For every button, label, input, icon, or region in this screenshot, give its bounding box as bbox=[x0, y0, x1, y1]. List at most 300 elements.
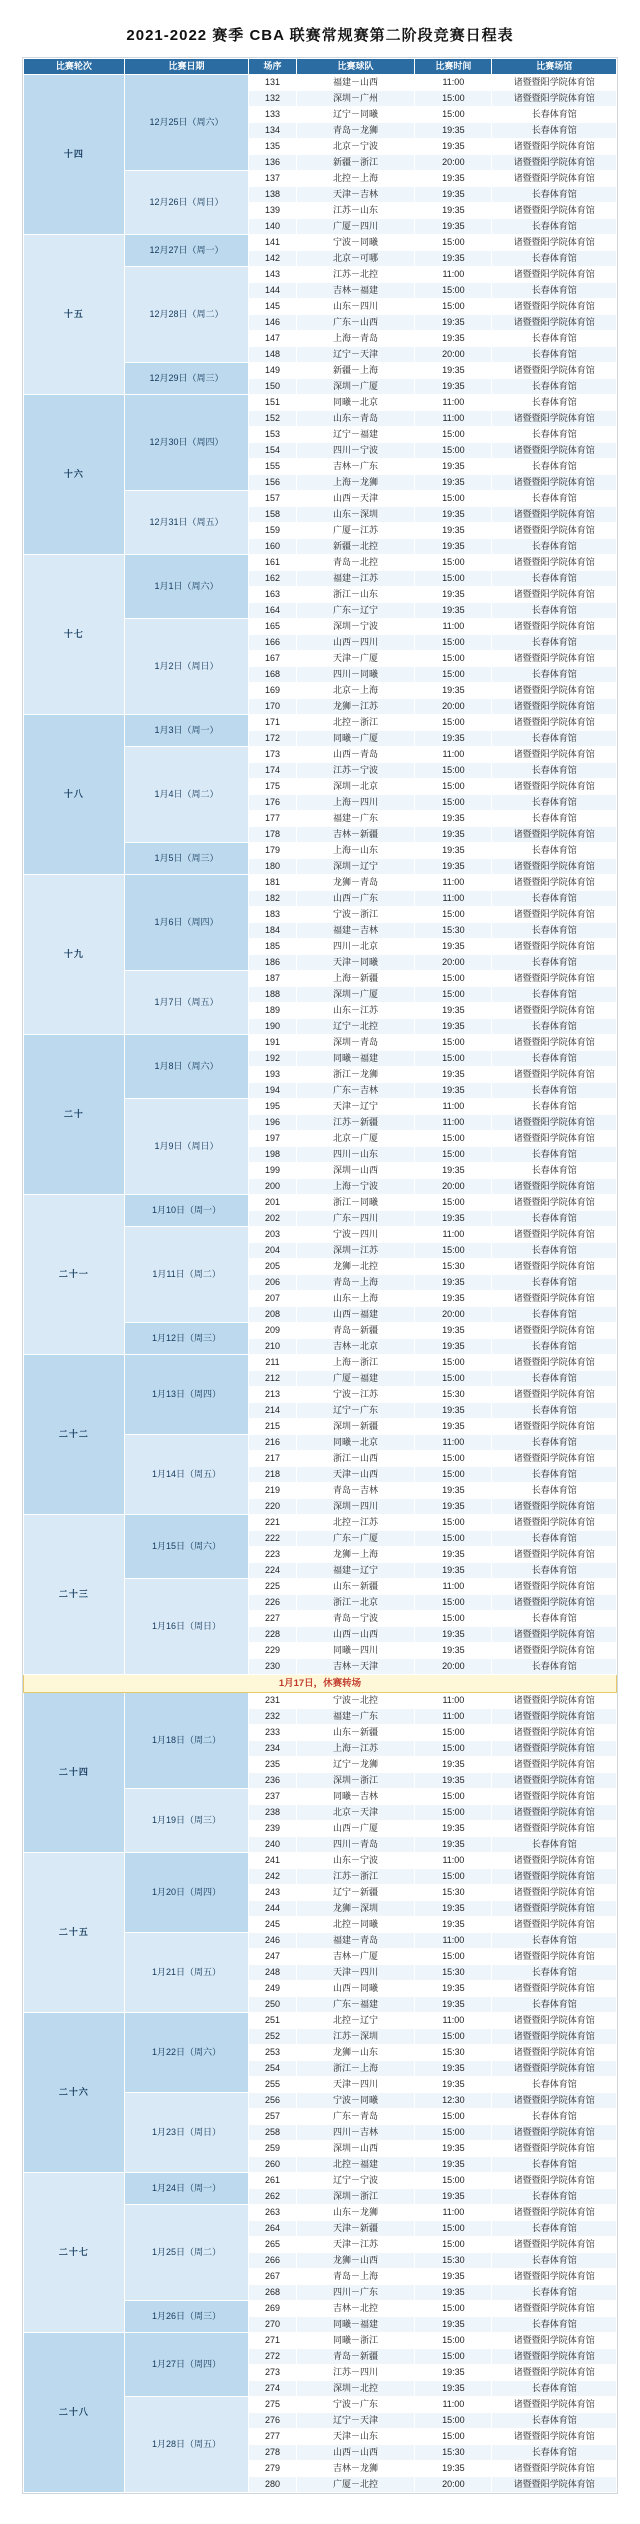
game-no-cell: 135 bbox=[249, 139, 296, 155]
round-cell: 十六 bbox=[24, 395, 125, 555]
venue-cell: 长春体育馆 bbox=[492, 1403, 617, 1419]
teams-cell: 新疆－北控 bbox=[296, 539, 415, 555]
venue-cell: 诸暨暨阳学院体育馆 bbox=[492, 1387, 617, 1403]
teams-cell: 广东－辽宁 bbox=[296, 603, 415, 619]
game-no-cell: 246 bbox=[249, 1933, 296, 1949]
venue-cell: 诸暨暨阳学院体育馆 bbox=[492, 2333, 617, 2349]
venue-cell: 长春体育馆 bbox=[492, 379, 617, 395]
teams-cell: 上海－四川 bbox=[296, 795, 415, 811]
game-no-cell: 269 bbox=[249, 2301, 296, 2317]
venue-cell: 长春体育馆 bbox=[492, 1147, 617, 1163]
time-cell: 19:35 bbox=[415, 1901, 492, 1917]
date-cell: 1月5日（周三） bbox=[124, 843, 249, 875]
venue-cell: 诸暨暨阳学院体育馆 bbox=[492, 1195, 617, 1211]
game-no-cell: 177 bbox=[249, 811, 296, 827]
teams-cell: 北京－上海 bbox=[296, 683, 415, 699]
game-no-cell: 174 bbox=[249, 763, 296, 779]
game-no-cell: 184 bbox=[249, 923, 296, 939]
teams-cell: 龙狮－山西 bbox=[296, 2253, 415, 2269]
teams-cell: 吉林－北控 bbox=[296, 2301, 415, 2317]
round-cell: 二十七 bbox=[24, 2173, 125, 2333]
game-no-cell: 237 bbox=[249, 1789, 296, 1805]
venue-cell: 长春体育馆 bbox=[492, 2077, 617, 2093]
time-cell: 19:35 bbox=[415, 1981, 492, 1997]
time-cell: 15:00 bbox=[415, 1805, 492, 1821]
venue-cell: 诸暨暨阳学院体育馆 bbox=[492, 1885, 617, 1901]
time-cell: 19:35 bbox=[415, 1773, 492, 1789]
teams-cell: 宁波－广东 bbox=[296, 2397, 415, 2413]
venue-cell: 诸暨暨阳学院体育馆 bbox=[492, 1821, 617, 1837]
game-no-cell: 219 bbox=[249, 1483, 296, 1499]
game-no-cell: 163 bbox=[249, 587, 296, 603]
round-cell: 十四 bbox=[24, 75, 125, 235]
rest-day-row bbox=[24, 1675, 617, 1693]
round-cell: 二十五 bbox=[24, 1853, 125, 2013]
date-cell: 1月1日（周六） bbox=[124, 555, 249, 619]
time-cell: 15:00 bbox=[415, 1051, 492, 1067]
teams-cell: 宁波－浙江 bbox=[296, 907, 415, 923]
teams-cell: 北控－同曦 bbox=[296, 1917, 415, 1933]
time-cell: 19:35 bbox=[415, 219, 492, 235]
venue-cell: 诸暨暨阳学院体育馆 bbox=[492, 1259, 617, 1275]
time-cell: 15:00 bbox=[415, 651, 492, 667]
teams-cell: 福建－辽宁 bbox=[296, 1563, 415, 1579]
teams-cell: 上海－新疆 bbox=[296, 971, 415, 987]
teams-cell: 山西－山西 bbox=[296, 1627, 415, 1643]
venue-cell: 诸暨暨阳学院体育馆 bbox=[492, 2173, 617, 2189]
teams-cell: 吉林－北京 bbox=[296, 1339, 415, 1355]
teams-cell: 辽宁－天津 bbox=[296, 347, 415, 363]
time-cell: 19:35 bbox=[415, 123, 492, 139]
teams-cell: 吉林－广东 bbox=[296, 459, 415, 475]
venue-cell: 长春体育馆 bbox=[492, 1483, 617, 1499]
time-cell: 19:35 bbox=[415, 939, 492, 955]
time-cell: 19:35 bbox=[415, 523, 492, 539]
teams-cell: 青岛－新疆 bbox=[296, 2349, 415, 2365]
time-cell: 19:35 bbox=[415, 1323, 492, 1339]
venue-cell: 诸暨暨阳学院体育馆 bbox=[492, 507, 617, 523]
game-no-cell: 165 bbox=[249, 619, 296, 635]
venue-cell: 诸暨暨阳学院体育馆 bbox=[492, 2125, 617, 2141]
time-cell: 20:00 bbox=[415, 347, 492, 363]
game-no-cell: 147 bbox=[249, 331, 296, 347]
time-cell: 19:35 bbox=[415, 1067, 492, 1083]
time-cell: 20:00 bbox=[415, 1179, 492, 1195]
teams-cell: 江苏－新疆 bbox=[296, 1115, 415, 1131]
teams-cell: 新疆－上海 bbox=[296, 363, 415, 379]
round-cell: 十八 bbox=[24, 715, 125, 875]
time-cell: 11:00 bbox=[415, 1709, 492, 1725]
table-body bbox=[24, 75, 617, 2493]
teams-cell: 天津－广厦 bbox=[296, 651, 415, 667]
date-cell: 12月26日（周日） bbox=[124, 171, 249, 235]
teams-cell: 深圳－四川 bbox=[296, 1499, 415, 1515]
venue-cell: 长春体育馆 bbox=[492, 1019, 617, 1035]
teams-cell: 上海－浙江 bbox=[296, 1355, 415, 1371]
venue-cell: 长春体育馆 bbox=[492, 2381, 617, 2397]
time-cell: 15:00 bbox=[415, 1789, 492, 1805]
venue-cell: 诸暨暨阳学院体育馆 bbox=[492, 2141, 617, 2157]
venue-cell: 诸暨暨阳学院体育馆 bbox=[492, 1003, 617, 1019]
venue-cell: 诸暨暨阳学院体育馆 bbox=[492, 1323, 617, 1339]
venue-cell: 诸暨暨阳学院体育馆 bbox=[492, 1709, 617, 1725]
time-cell: 19:35 bbox=[415, 683, 492, 699]
game-no-cell: 175 bbox=[249, 779, 296, 795]
time-cell: 19:35 bbox=[415, 859, 492, 875]
teams-cell: 山西－天津 bbox=[296, 491, 415, 507]
time-cell: 19:35 bbox=[415, 1997, 492, 2013]
venue-cell: 长春体育馆 bbox=[492, 459, 617, 475]
schedule-table bbox=[23, 58, 617, 2493]
venue-cell: 长春体育馆 bbox=[492, 2109, 617, 2125]
time-cell: 15:00 bbox=[415, 1147, 492, 1163]
venue-cell: 长春体育馆 bbox=[492, 2285, 617, 2301]
game-no-cell: 161 bbox=[249, 555, 296, 571]
game-no-cell: 143 bbox=[249, 267, 296, 283]
date-cell: 1月14日（周五） bbox=[124, 1435, 249, 1515]
table-row bbox=[24, 555, 617, 571]
venue-cell: 诸暨暨阳学院体育馆 bbox=[492, 155, 617, 171]
venue-cell: 长春体育馆 bbox=[492, 2317, 617, 2333]
game-no-cell: 178 bbox=[249, 827, 296, 843]
venue-cell: 长春体育馆 bbox=[492, 283, 617, 299]
time-cell: 15:00 bbox=[415, 235, 492, 251]
game-no-cell: 251 bbox=[249, 2013, 296, 2029]
venue-cell: 长春体育馆 bbox=[492, 1099, 617, 1115]
time-cell: 19:35 bbox=[415, 827, 492, 843]
game-no-cell: 187 bbox=[249, 971, 296, 987]
time-cell: 19:35 bbox=[415, 2189, 492, 2205]
time-cell: 20:00 bbox=[415, 1307, 492, 1323]
teams-cell: 深圳－广厦 bbox=[296, 379, 415, 395]
game-no-cell: 188 bbox=[249, 987, 296, 1003]
game-no-cell: 170 bbox=[249, 699, 296, 715]
round-cell: 二十二 bbox=[24, 1355, 125, 1515]
game-no-cell: 225 bbox=[249, 1579, 296, 1595]
game-no-cell: 239 bbox=[249, 1821, 296, 1837]
game-no-cell: 159 bbox=[249, 523, 296, 539]
game-no-cell: 253 bbox=[249, 2045, 296, 2061]
time-cell: 20:00 bbox=[415, 1659, 492, 1675]
game-no-cell: 176 bbox=[249, 795, 296, 811]
teams-cell: 青岛－宁波 bbox=[296, 1611, 415, 1627]
teams-cell: 天津－山西 bbox=[296, 1467, 415, 1483]
date-cell: 1月16日（周日） bbox=[124, 1579, 249, 1675]
venue-cell: 诸暨暨阳学院体育馆 bbox=[492, 859, 617, 875]
time-cell: 15:00 bbox=[415, 2349, 492, 2365]
game-no-cell: 279 bbox=[249, 2461, 296, 2477]
time-cell: 19:35 bbox=[415, 731, 492, 747]
date-cell: 1月4日（周二） bbox=[124, 747, 249, 843]
game-no-cell: 277 bbox=[249, 2429, 296, 2445]
teams-cell: 山东－龙狮 bbox=[296, 2205, 415, 2221]
game-no-cell: 273 bbox=[249, 2365, 296, 2381]
date-cell: 1月13日（周四） bbox=[124, 1355, 249, 1435]
col-time: 比赛时间 bbox=[415, 59, 492, 75]
game-no-cell: 190 bbox=[249, 1019, 296, 1035]
venue-cell: 长春体育馆 bbox=[492, 107, 617, 123]
round-cell: 二十 bbox=[24, 1035, 125, 1195]
venue-cell: 诸暨暨阳学院体育馆 bbox=[492, 2061, 617, 2077]
venue-cell: 长春体育馆 bbox=[492, 1371, 617, 1387]
round-cell: 二十三 bbox=[24, 1515, 125, 1675]
venue-cell: 长春体育馆 bbox=[492, 1243, 617, 1259]
venue-cell: 长春体育馆 bbox=[492, 1965, 617, 1981]
time-cell: 15:00 bbox=[415, 907, 492, 923]
game-no-cell: 257 bbox=[249, 2109, 296, 2125]
time-cell: 15:00 bbox=[415, 715, 492, 731]
time-cell: 19:35 bbox=[415, 187, 492, 203]
time-cell: 15:00 bbox=[415, 1949, 492, 1965]
venue-cell: 诸暨暨阳学院体育馆 bbox=[492, 1115, 617, 1131]
game-no-cell: 276 bbox=[249, 2413, 296, 2429]
date-cell: 1月25日（周二） bbox=[124, 2205, 249, 2301]
time-cell: 15:00 bbox=[415, 2333, 492, 2349]
venue-cell: 长春体育馆 bbox=[492, 2445, 617, 2461]
game-no-cell: 200 bbox=[249, 1179, 296, 1195]
venue-cell: 长春体育馆 bbox=[492, 1435, 617, 1451]
rest-day-label: 1月17日，休赛转场 bbox=[24, 1675, 617, 1693]
teams-cell: 山东－上海 bbox=[296, 1291, 415, 1307]
venue-cell: 长春体育馆 bbox=[492, 1997, 617, 2013]
teams-cell: 同曦－北京 bbox=[296, 395, 415, 411]
time-cell: 15:30 bbox=[415, 1965, 492, 1981]
game-no-cell: 134 bbox=[249, 123, 296, 139]
table-row bbox=[24, 1035, 617, 1051]
venue-cell: 长春体育馆 bbox=[492, 491, 617, 507]
game-no-cell: 227 bbox=[249, 1611, 296, 1627]
teams-cell: 上海－江苏 bbox=[296, 1741, 415, 1757]
teams-cell: 四川－广东 bbox=[296, 2285, 415, 2301]
teams-cell: 天津－辽宁 bbox=[296, 1099, 415, 1115]
venue-cell: 诸暨暨阳学院体育馆 bbox=[492, 2365, 617, 2381]
teams-cell: 福建－广东 bbox=[296, 1709, 415, 1725]
date-cell: 12月29日（周三） bbox=[124, 363, 249, 395]
teams-cell: 北京－广厦 bbox=[296, 1131, 415, 1147]
venue-cell: 长春体育馆 bbox=[492, 731, 617, 747]
time-cell: 15:00 bbox=[415, 1243, 492, 1259]
venue-cell: 长春体育馆 bbox=[492, 2189, 617, 2205]
venue-cell: 诸暨暨阳学院体育馆 bbox=[492, 1643, 617, 1659]
teams-cell: 青岛－龙狮 bbox=[296, 123, 415, 139]
game-no-cell: 183 bbox=[249, 907, 296, 923]
teams-cell: 天津－新疆 bbox=[296, 2221, 415, 2237]
teams-cell: 同曦－广厦 bbox=[296, 731, 415, 747]
game-no-cell: 156 bbox=[249, 475, 296, 491]
teams-cell: 上海－龙狮 bbox=[296, 475, 415, 491]
col-teams: 比赛球队 bbox=[296, 59, 415, 75]
time-cell: 19:35 bbox=[415, 331, 492, 347]
time-cell: 19:35 bbox=[415, 1627, 492, 1643]
venue-cell: 长春体育馆 bbox=[492, 539, 617, 555]
teams-cell: 广东－四川 bbox=[296, 1211, 415, 1227]
time-cell: 15:00 bbox=[415, 2029, 492, 2045]
teams-cell: 山东－四川 bbox=[296, 299, 415, 315]
game-no-cell: 255 bbox=[249, 2077, 296, 2093]
schedule-table-wrapper bbox=[22, 57, 618, 2494]
venue-cell: 长春体育馆 bbox=[492, 1837, 617, 1853]
game-no-cell: 197 bbox=[249, 1131, 296, 1147]
teams-cell: 深圳－新疆 bbox=[296, 1419, 415, 1435]
venue-cell: 长春体育馆 bbox=[492, 219, 617, 235]
teams-cell: 吉林－天津 bbox=[296, 1659, 415, 1675]
time-cell: 11:00 bbox=[415, 1435, 492, 1451]
teams-cell: 天津－江苏 bbox=[296, 2237, 415, 2253]
table-row bbox=[24, 1853, 617, 1869]
venue-cell: 诸暨暨阳学院体育馆 bbox=[492, 1741, 617, 1757]
teams-cell: 江苏－浙江 bbox=[296, 1869, 415, 1885]
teams-cell: 江苏－山东 bbox=[296, 203, 415, 219]
venue-cell: 长春体育馆 bbox=[492, 891, 617, 907]
venue-cell: 诸暨暨阳学院体育馆 bbox=[492, 2429, 617, 2445]
game-no-cell: 210 bbox=[249, 1339, 296, 1355]
teams-cell: 广东－青岛 bbox=[296, 2109, 415, 2125]
game-no-cell: 189 bbox=[249, 1003, 296, 1019]
venue-cell: 长春体育馆 bbox=[492, 2157, 617, 2173]
game-no-cell: 236 bbox=[249, 1773, 296, 1789]
venue-cell: 长春体育馆 bbox=[492, 1339, 617, 1355]
game-no-cell: 181 bbox=[249, 875, 296, 891]
venue-cell: 长春体育馆 bbox=[492, 395, 617, 411]
round-cell: 十七 bbox=[24, 555, 125, 715]
time-cell: 15:00 bbox=[415, 1595, 492, 1611]
teams-cell: 北京－可哪 bbox=[296, 251, 415, 267]
time-cell: 11:00 bbox=[415, 1115, 492, 1131]
game-no-cell: 278 bbox=[249, 2445, 296, 2461]
game-no-cell: 268 bbox=[249, 2285, 296, 2301]
teams-cell: 四川－同曦 bbox=[296, 667, 415, 683]
game-no-cell: 247 bbox=[249, 1949, 296, 1965]
venue-cell: 长春体育馆 bbox=[492, 667, 617, 683]
teams-cell: 同曦－吉林 bbox=[296, 1789, 415, 1805]
teams-cell: 山东－深圳 bbox=[296, 507, 415, 523]
game-no-cell: 153 bbox=[249, 427, 296, 443]
teams-cell: 深圳－北京 bbox=[296, 779, 415, 795]
game-no-cell: 232 bbox=[249, 1709, 296, 1725]
teams-cell: 深圳－山西 bbox=[296, 1163, 415, 1179]
teams-cell: 福建－吉林 bbox=[296, 923, 415, 939]
time-cell: 19:35 bbox=[415, 1563, 492, 1579]
teams-cell: 龙狮－青岛 bbox=[296, 875, 415, 891]
venue-cell: 长春体育馆 bbox=[492, 795, 617, 811]
teams-cell: 吉林－龙狮 bbox=[296, 2461, 415, 2477]
date-cell: 12月27日（周一） bbox=[124, 235, 249, 267]
game-no-cell: 137 bbox=[249, 171, 296, 187]
venue-cell: 长春体育馆 bbox=[492, 763, 617, 779]
game-no-cell: 270 bbox=[249, 2317, 296, 2333]
date-cell: 1月3日（周一） bbox=[124, 715, 249, 747]
time-cell: 12:30 bbox=[415, 2093, 492, 2109]
time-cell: 19:35 bbox=[415, 171, 492, 187]
venue-cell: 诸暨暨阳学院体育馆 bbox=[492, 75, 617, 91]
table-row bbox=[24, 2333, 617, 2349]
time-cell: 19:35 bbox=[415, 2317, 492, 2333]
time-cell: 15:00 bbox=[415, 299, 492, 315]
time-cell: 15:00 bbox=[415, 971, 492, 987]
teams-cell: 天津－四川 bbox=[296, 1965, 415, 1981]
time-cell: 15:00 bbox=[415, 763, 492, 779]
teams-cell: 江苏－四川 bbox=[296, 2365, 415, 2381]
game-no-cell: 264 bbox=[249, 2221, 296, 2237]
date-cell: 1月10日（周一） bbox=[124, 1195, 249, 1227]
venue-cell: 诸暨暨阳学院体育馆 bbox=[492, 443, 617, 459]
teams-cell: 青岛－北控 bbox=[296, 555, 415, 571]
teams-cell: 浙江－山东 bbox=[296, 587, 415, 603]
time-cell: 11:00 bbox=[415, 1227, 492, 1243]
teams-cell: 北京－宁波 bbox=[296, 139, 415, 155]
teams-cell: 深圳－北控 bbox=[296, 2381, 415, 2397]
time-cell: 15:30 bbox=[415, 1259, 492, 1275]
time-cell: 11:00 bbox=[415, 395, 492, 411]
time-cell: 19:35 bbox=[415, 1483, 492, 1499]
teams-cell: 江苏－北控 bbox=[296, 267, 415, 283]
game-no-cell: 256 bbox=[249, 2093, 296, 2109]
game-no-cell: 254 bbox=[249, 2061, 296, 2077]
venue-cell: 长春体育馆 bbox=[492, 1467, 617, 1483]
time-cell: 19:35 bbox=[415, 507, 492, 523]
teams-cell: 江苏－宁波 bbox=[296, 763, 415, 779]
game-no-cell: 221 bbox=[249, 1515, 296, 1531]
date-cell: 1月18日（周二） bbox=[124, 1693, 249, 1789]
teams-cell: 吉林－广厦 bbox=[296, 1949, 415, 1965]
table-row bbox=[24, 2013, 617, 2029]
teams-cell: 宁波－北控 bbox=[296, 1693, 415, 1709]
teams-cell: 吉林－福建 bbox=[296, 283, 415, 299]
time-cell: 15:30 bbox=[415, 2253, 492, 2269]
time-cell: 15:00 bbox=[415, 283, 492, 299]
venue-cell: 诸暨暨阳学院体育馆 bbox=[492, 1805, 617, 1821]
game-no-cell: 142 bbox=[249, 251, 296, 267]
venue-cell: 诸暨暨阳学院体育馆 bbox=[492, 907, 617, 923]
venue-cell: 长春体育馆 bbox=[492, 843, 617, 859]
time-cell: 19:35 bbox=[415, 2365, 492, 2381]
venue-cell: 诸暨暨阳学院体育馆 bbox=[492, 1627, 617, 1643]
venue-cell: 诸暨暨阳学院体育馆 bbox=[492, 315, 617, 331]
venue-cell: 长春体育馆 bbox=[492, 955, 617, 971]
teams-cell: 深圳－青岛 bbox=[296, 1035, 415, 1051]
game-no-cell: 206 bbox=[249, 1275, 296, 1291]
time-cell: 11:00 bbox=[415, 1853, 492, 1869]
time-cell: 15:00 bbox=[415, 443, 492, 459]
teams-cell: 广东－吉林 bbox=[296, 1083, 415, 1099]
round-cell: 二十六 bbox=[24, 2013, 125, 2173]
venue-cell: 长春体育馆 bbox=[492, 923, 617, 939]
venue-cell: 长春体育馆 bbox=[492, 1933, 617, 1949]
game-no-cell: 179 bbox=[249, 843, 296, 859]
col-no: 场序 bbox=[249, 59, 296, 75]
time-cell: 15:00 bbox=[415, 1741, 492, 1757]
teams-cell: 山西－四川 bbox=[296, 635, 415, 651]
teams-cell: 北控－浙江 bbox=[296, 715, 415, 731]
teams-cell: 江苏－深圳 bbox=[296, 2029, 415, 2045]
game-no-cell: 158 bbox=[249, 507, 296, 523]
col-round: 比赛轮次 bbox=[24, 59, 125, 75]
teams-cell: 深圳－江苏 bbox=[296, 1243, 415, 1259]
teams-cell: 浙江－龙狮 bbox=[296, 1067, 415, 1083]
game-no-cell: 203 bbox=[249, 1227, 296, 1243]
venue-cell: 诸暨暨阳学院体育馆 bbox=[492, 1789, 617, 1805]
venue-cell: 诸暨暨阳学院体育馆 bbox=[492, 171, 617, 187]
time-cell: 19:35 bbox=[415, 1291, 492, 1307]
teams-cell: 深圳－山西 bbox=[296, 2141, 415, 2157]
col-venue: 比赛场馆 bbox=[492, 59, 617, 75]
teams-cell: 龙狮－北控 bbox=[296, 1259, 415, 1275]
teams-cell: 吉林－新疆 bbox=[296, 827, 415, 843]
venue-cell: 长春体育馆 bbox=[492, 251, 617, 267]
time-cell: 15:00 bbox=[415, 555, 492, 571]
teams-cell: 广东－山西 bbox=[296, 315, 415, 331]
game-no-cell: 140 bbox=[249, 219, 296, 235]
